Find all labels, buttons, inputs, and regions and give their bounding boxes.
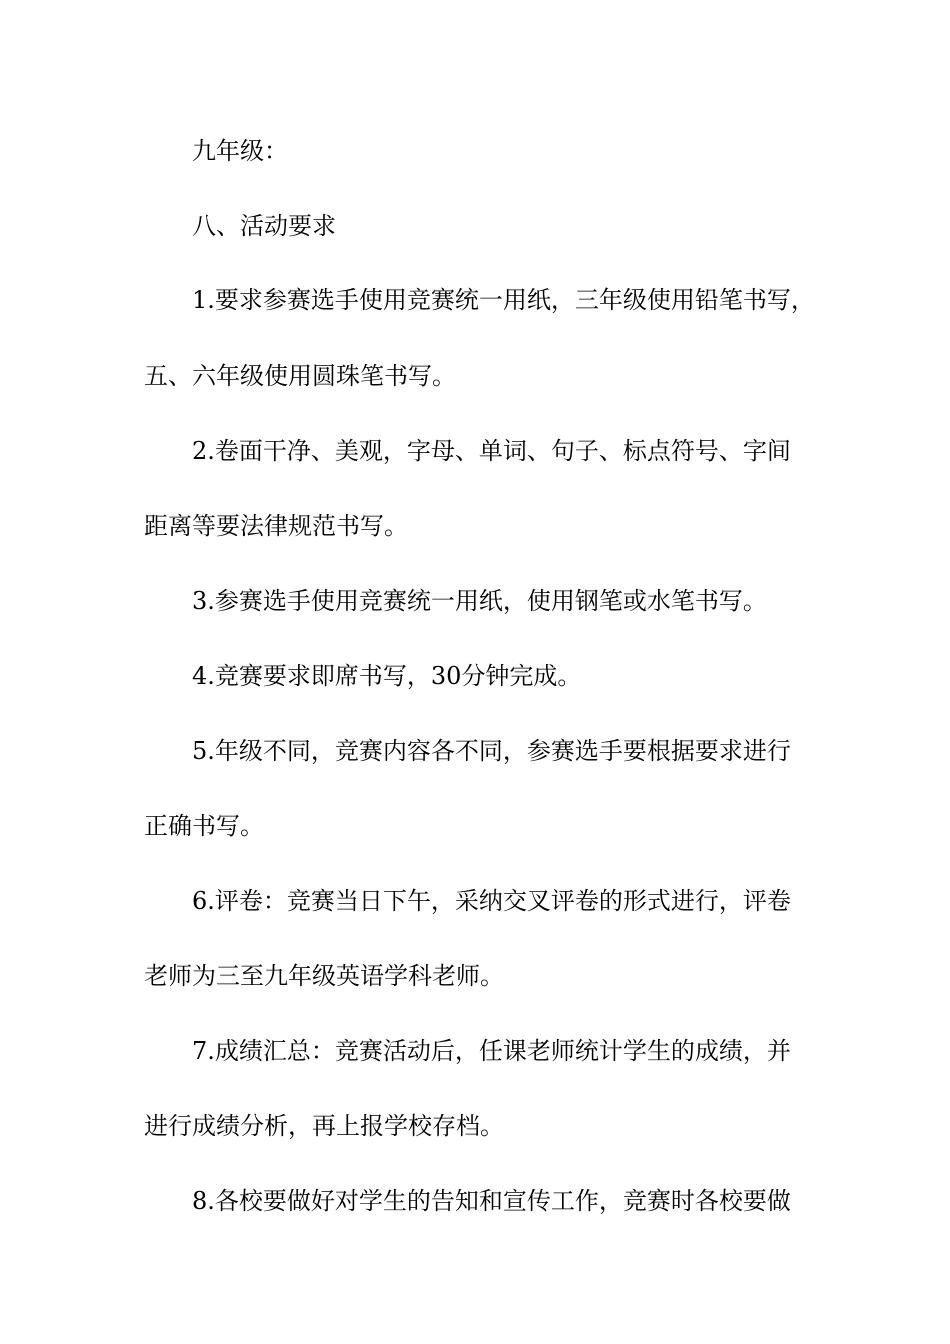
paragraph-8-line-1: 8.各校要做好对学生的告知和宣传工作，竞赛时各校要做	[192, 1187, 791, 1215]
paragraph-4: 4.竞赛要求即席书写，30分钟完成。	[192, 662, 582, 690]
paragraph-2-line-1: 2.卷面干净、美观，字母、单词、句子、标点符号、字间	[192, 437, 791, 465]
paragraph-2-line-2: 距离等要法律规范书写。	[144, 512, 408, 540]
grade-nine-heading: 九年级：	[192, 137, 288, 165]
paragraph-3: 3.参赛选手使用竞赛统一用纸，使用钢笔或水笔书写。	[192, 587, 767, 615]
paragraph-1-line-2: 五、六年级使用圆珠笔书写。	[144, 362, 456, 390]
paragraph-1-line-1: 1.要求参赛选手使用竞赛统一用纸，三年级使用铅笔书写，	[192, 286, 815, 314]
paragraph-5-line-2: 正确书写。	[144, 812, 264, 840]
paragraph-6-line-1: 6.评卷：竞赛当日下午，采纳交叉评卷的形式进行，评卷	[192, 887, 791, 915]
paragraph-6-line-2: 老师为三至九年级英语学科老师。	[144, 962, 504, 990]
section-heading-requirements: 八、活动要求	[192, 212, 336, 240]
paragraph-7-line-2: 进行成绩分析，再上报学校存档。	[144, 1112, 504, 1140]
paragraph-7-line-1: 7.成绩汇总：竞赛活动后，任课老师统计学生的成绩，并	[192, 1037, 791, 1065]
paragraph-5-line-1: 5.年级不同，竞赛内容各不同，参赛选手要根据要求进行	[192, 737, 791, 765]
